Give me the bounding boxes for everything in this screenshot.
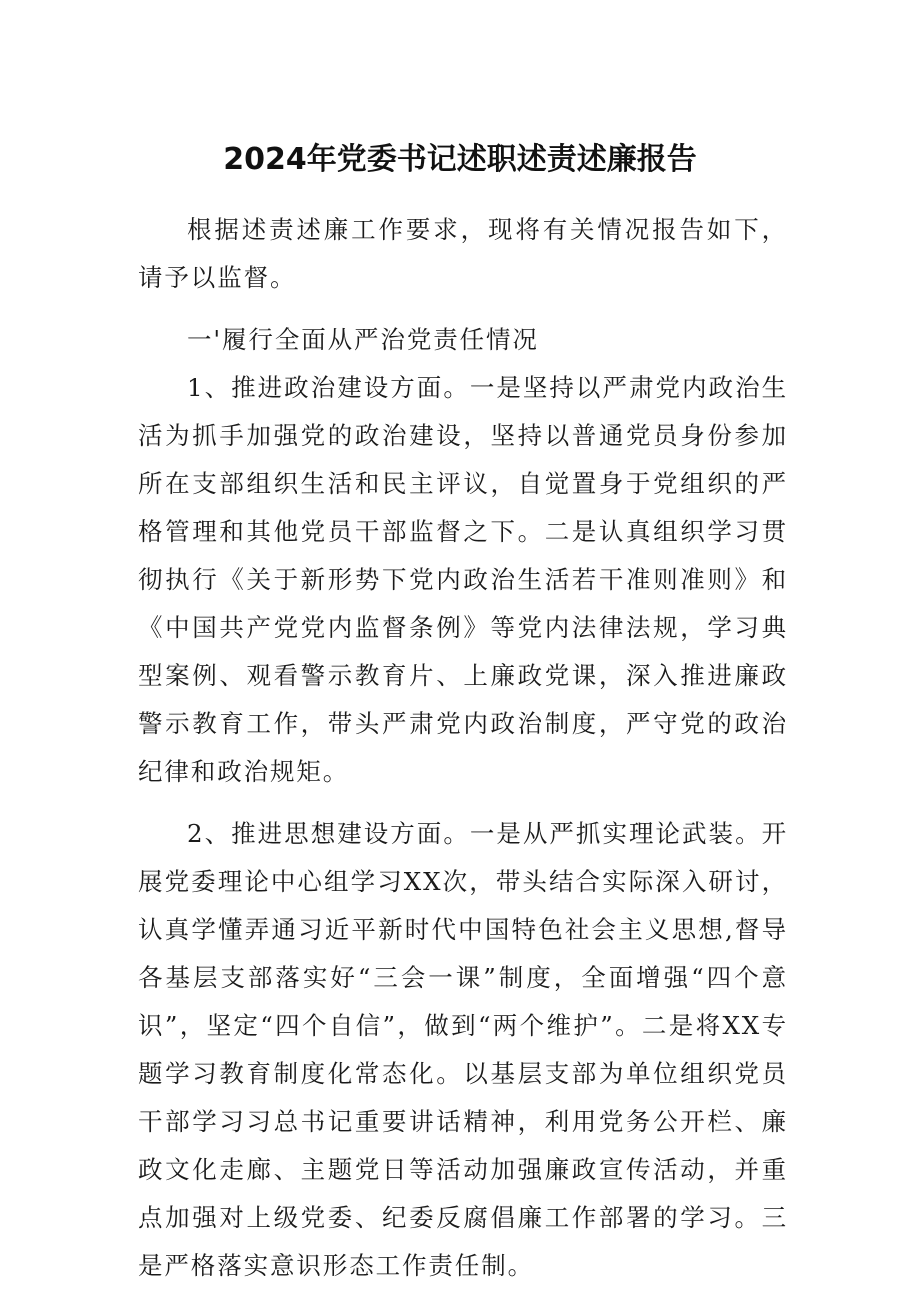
document-title: 2024年党委书记述职述责述廉报告 (223, 142, 697, 177)
section-heading-1: 一'履行全面从严治党责任情况 (187, 325, 539, 354)
document-body (138, 206, 788, 1290)
paragraph-political-construction: 1、推进政治建设方面。一是坚持以严肃党内政治生活为抓手加强党的政治建设，坚持以普通党员身份参加所在支部组织生活和民主评议，自觉置身于党组织的严格管理和其他党员干部监督之下。二是认真组织学习贯彻执行《关于新形势下党内政治生活若干准则准则》和《中国共产党党内监督条例》等党内法律法规，学习典型案例、观看警示教育片、上廉政党课，深入推进廉政警示教育工作，带头严肃党内政治制度，严守党的政治纪律和政治规矩。 (138, 373, 788, 786)
paragraph-intro: 根据述责述廉工作要求，现将有关情况报告如下，请予以监督。 (138, 215, 788, 292)
paragraph-ideological-construction: 2、推进思想建设方面。一是从严抓实理论武装。开展党委理论中心组学习XX次，带头结合实际深入研讨，认真学懂弄通习近平新时代中国特色社会主义思想,督导各基层支部落实好“三会一课”制度，全面增强“四个意识”，坚定“四个自信”，做到“两个维护”。二是将XX专题学习教育制度化常态化。以基层支部为单位组织党员干部学习习总书记重要讲话精神，利用党务公开栏、廉政文化走廊、主题党日等活动加强廉政宣传活动，并重点加强对上级党委、纪委反腐倡廉工作部署的学习。三是严格落实意识形态工作责任制。 (138, 819, 788, 1280)
